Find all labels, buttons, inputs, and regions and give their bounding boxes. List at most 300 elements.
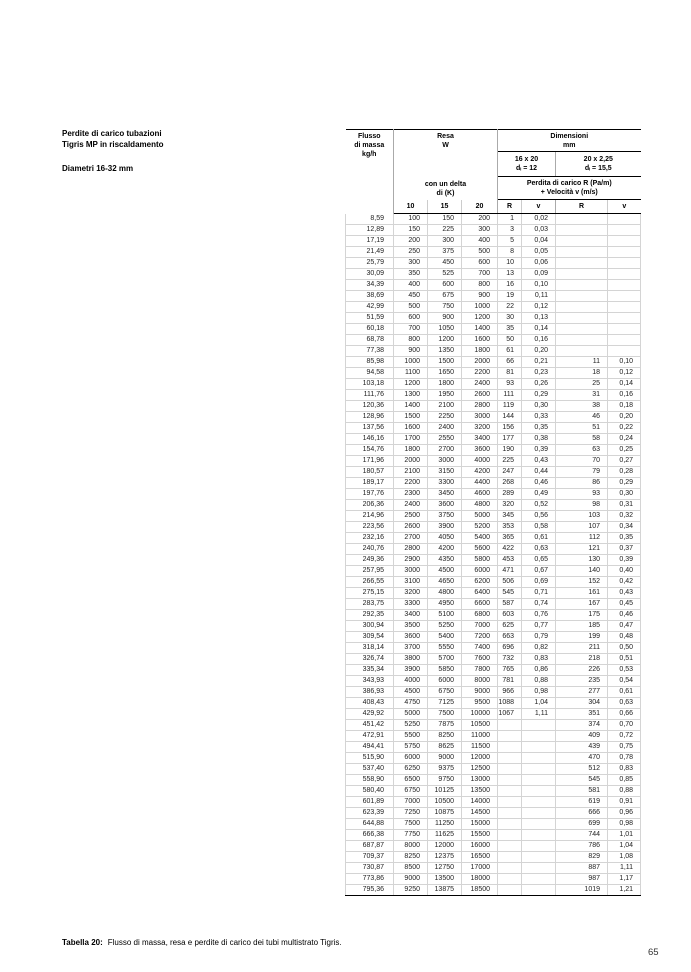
cell-r-16x20 [498,819,522,830]
cell-r-20x225: 786 [556,841,608,852]
cell-r-16x20: 422 [498,544,522,555]
cell-resa-10: 800 [394,335,428,346]
cell-resa-15: 1050 [428,324,462,335]
cell-resa-20: 4400 [462,478,498,489]
cell-v-16x20: 0,04 [522,236,556,247]
header-flusso-di-massa [346,130,394,214]
cell-v-16x20: 0,69 [522,577,556,588]
cell-v-20x225: 1,01 [608,830,641,841]
cell-r-20x225: 46 [556,412,608,423]
cell-flusso: 60,18 [346,324,394,335]
cell-v-16x20: 0,11 [522,291,556,302]
cell-flusso: 644,88 [346,819,394,830]
cell-r-16x20: 471 [498,566,522,577]
cell-r-20x225: 409 [556,731,608,742]
cell-resa-15: 2700 [428,445,462,456]
cell-resa-15: 525 [428,269,462,280]
cell-r-16x20: 1 [498,214,522,225]
cell-resa-10: 3100 [394,577,428,588]
page-title [62,128,164,150]
cell-v-16x20 [522,742,556,753]
cell-flusso: 795,36 [346,885,394,896]
cell-resa-10: 2800 [394,544,428,555]
cell-r-20x225: 31 [556,390,608,401]
cell-flusso: 326,74 [346,654,394,665]
cell-resa-10: 3900 [394,665,428,676]
cell-flusso: 292,35 [346,610,394,621]
cell-resa-15: 10875 [428,808,462,819]
cell-resa-15: 3450 [428,489,462,500]
cell-r-20x225: 98 [556,500,608,511]
cell-flusso: 283,75 [346,599,394,610]
cell-r-20x225: 79 [556,467,608,478]
cell-resa-20: 16500 [462,852,498,863]
cell-flusso: 146,16 [346,434,394,445]
table-row [346,852,641,863]
header-dimensioni-line1: Dimensioni [550,133,589,140]
cell-v-20x225: 0,24 [608,434,641,445]
cell-v-16x20 [522,753,556,764]
cell-v-20x225: 0,46 [608,610,641,621]
cell-resa-15: 1350 [428,346,462,357]
cell-resa-20: 7200 [462,632,498,643]
cell-v-20x225: 0,35 [608,533,641,544]
cell-flusso: 249,36 [346,555,394,566]
cell-resa-15: 4200 [428,544,462,555]
cell-v-16x20 [522,885,556,896]
cell-resa-15: 8250 [428,731,462,742]
cell-resa-15: 2250 [428,412,462,423]
header-resa-line2: W [442,142,449,149]
table-row [346,467,641,478]
cell-resa-10: 450 [394,291,428,302]
cell-resa-10: 1200 [394,379,428,390]
cell-v-16x20: 0,30 [522,401,556,412]
cell-r-20x225: 1019 [556,885,608,896]
cell-r-16x20: 10 [498,258,522,269]
table-row [346,599,641,610]
cell-r-20x225 [556,302,608,313]
cell-v-20x225: 0,72 [608,731,641,742]
cell-resa-15: 225 [428,225,462,236]
table-row [346,379,641,390]
header-delta [394,177,498,200]
cell-resa-15: 7875 [428,720,462,731]
cell-r-20x225: 175 [556,610,608,621]
cell-v-16x20: 0,71 [522,588,556,599]
cell-resa-10: 500 [394,302,428,313]
header-flusso-line2: di massa [354,142,385,149]
cell-v-20x225: 0,91 [608,797,641,808]
cell-resa-10: 6000 [394,753,428,764]
cell-resa-10: 4500 [394,687,428,698]
cell-r-20x225: 161 [556,588,608,599]
table-row [346,247,641,258]
cell-v-20x225: 0,70 [608,720,641,731]
cell-resa-15: 5250 [428,621,462,632]
table-row [346,841,641,852]
cell-flusso: 77,38 [346,346,394,357]
header-perdita-line1: Perdita di carico R (Pa/m) [526,180,612,187]
cell-v-20x225: 0,29 [608,478,641,489]
cell-resa-10: 2900 [394,555,428,566]
cell-resa-15: 6750 [428,687,462,698]
cell-v-16x20: 0,63 [522,544,556,555]
cell-flusso: 128,96 [346,412,394,423]
cell-v-20x225 [608,291,641,302]
header-v-20x225: v [608,200,641,214]
cell-resa-15: 1800 [428,379,462,390]
cell-r-16x20: 16 [498,280,522,291]
cell-flusso: 232,16 [346,533,394,544]
cell-v-16x20: 0,09 [522,269,556,280]
cell-v-16x20 [522,863,556,874]
cell-v-16x20: 0,39 [522,445,556,456]
cell-resa-20: 500 [462,247,498,258]
table-row [346,423,641,434]
cell-resa-10: 8500 [394,863,428,874]
cell-r-16x20: 111 [498,390,522,401]
cell-v-16x20: 0,79 [522,632,556,643]
cell-r-16x20: 30 [498,313,522,324]
cell-resa-15: 1950 [428,390,462,401]
cell-v-20x225: 0,25 [608,445,641,456]
cell-resa-10: 1600 [394,423,428,434]
cell-v-20x225: 0,32 [608,511,641,522]
cell-resa-10: 9250 [394,885,428,896]
cell-resa-15: 4950 [428,599,462,610]
cell-resa-20: 2200 [462,368,498,379]
cell-resa-15: 3750 [428,511,462,522]
cell-v-16x20 [522,786,556,797]
cell-resa-20: 15500 [462,830,498,841]
cell-v-20x225: 0,63 [608,698,641,709]
table-header [346,130,641,214]
cell-flusso: 773,86 [346,874,394,885]
cell-resa-20: 6200 [462,577,498,588]
cell-resa-10: 350 [394,269,428,280]
cell-resa-15: 2400 [428,423,462,434]
cell-v-16x20: 0,56 [522,511,556,522]
cell-r-16x20: 1088 [498,698,522,709]
cell-v-20x225: 0,28 [608,467,641,478]
cell-r-16x20: 177 [498,434,522,445]
cell-v-16x20 [522,830,556,841]
cell-r-20x225: 152 [556,577,608,588]
cell-r-20x225: 829 [556,852,608,863]
cell-r-16x20: 663 [498,632,522,643]
cell-r-16x20 [498,720,522,731]
cell-v-20x225: 0,96 [608,808,641,819]
cell-flusso: 189,17 [346,478,394,489]
cell-resa-20: 13500 [462,786,498,797]
cell-r-20x225: 304 [556,698,608,709]
page-title-line1: Perdite di carico tubazioni [62,129,162,138]
cell-flusso: 25,79 [346,258,394,269]
cell-resa-10: 3600 [394,632,428,643]
cell-resa-20: 17000 [462,863,498,874]
table-caption-text: Flusso di massa, resa e perdite di carico dei tubi multistrato Tigris. [107,938,342,947]
cell-resa-10: 7250 [394,808,428,819]
table-row [346,720,641,731]
cell-resa-20: 1800 [462,346,498,357]
cell-v-16x20 [522,775,556,786]
cell-v-20x225: 0,43 [608,588,641,599]
cell-r-20x225 [556,346,608,357]
cell-flusso: 451,42 [346,720,394,731]
cell-r-16x20: 345 [498,511,522,522]
cell-r-16x20 [498,742,522,753]
cell-resa-20: 400 [462,236,498,247]
cell-resa-10: 1400 [394,401,428,412]
cell-resa-10: 5500 [394,731,428,742]
cell-v-16x20: 0,23 [522,368,556,379]
cell-r-16x20: 35 [498,324,522,335]
cell-resa-15: 5400 [428,632,462,643]
cell-resa-10: 1000 [394,357,428,368]
cell-flusso: 275,15 [346,588,394,599]
cell-resa-15: 1200 [428,335,462,346]
cell-r-20x225: 63 [556,445,608,456]
cell-resa-20: 5400 [462,533,498,544]
cell-v-16x20 [522,720,556,731]
cell-resa-15: 4650 [428,577,462,588]
cell-r-20x225: 581 [556,786,608,797]
cell-v-16x20: 0,74 [522,599,556,610]
cell-resa-20: 12500 [462,764,498,775]
cell-resa-10: 3000 [394,566,428,577]
cell-v-16x20: 0,98 [522,687,556,698]
cell-v-20x225 [608,214,641,225]
table-row [346,786,641,797]
table-row [346,643,641,654]
cell-resa-15: 12750 [428,863,462,874]
cell-resa-10: 3400 [394,610,428,621]
table-row [346,236,641,247]
header-v-16x20: v [522,200,556,214]
cell-flusso: 51,59 [346,313,394,324]
cell-resa-20: 7000 [462,621,498,632]
cell-v-20x225 [608,335,641,346]
cell-flusso: 68,78 [346,335,394,346]
table-row [346,698,641,709]
cell-v-20x225: 0,78 [608,753,641,764]
cell-r-20x225: 167 [556,599,608,610]
cell-flusso: 472,91 [346,731,394,742]
cell-resa-20: 300 [462,225,498,236]
cell-r-16x20: 765 [498,665,522,676]
cell-resa-10: 2400 [394,500,428,511]
cell-r-20x225: 699 [556,819,608,830]
header-dimensioni-line2: mm [563,142,576,149]
cell-v-16x20: 0,14 [522,324,556,335]
cell-flusso: 103,18 [346,379,394,390]
cell-resa-15: 4500 [428,566,462,577]
cell-v-20x225: 0,50 [608,643,641,654]
cell-resa-15: 4800 [428,588,462,599]
table-row [346,313,641,324]
table-row [346,456,641,467]
cell-v-16x20: 0,20 [522,346,556,357]
cell-resa-15: 12000 [428,841,462,852]
cell-flusso: 180,57 [346,467,394,478]
table-row [346,522,641,533]
cell-resa-15: 750 [428,302,462,313]
cell-v-20x225: 0,75 [608,742,641,753]
cell-flusso: 8,59 [346,214,394,225]
cell-resa-10: 3500 [394,621,428,632]
cell-v-20x225: 0,54 [608,676,641,687]
cell-resa-15: 375 [428,247,462,258]
cell-resa-20: 2400 [462,379,498,390]
table-row [346,291,641,302]
cell-resa-20: 3000 [462,412,498,423]
cell-v-16x20: 1,11 [522,709,556,720]
cell-resa-10: 100 [394,214,428,225]
cell-flusso: 223,56 [346,522,394,533]
cell-r-16x20 [498,841,522,852]
cell-resa-15: 900 [428,313,462,324]
header-delta-15: 15 [428,200,462,214]
header-r-20x225: R [556,200,608,214]
table-row [346,280,641,291]
cell-r-20x225: 218 [556,654,608,665]
header-size-16x20-line1: 16 x 20 [514,156,539,163]
cell-r-20x225: 70 [556,456,608,467]
cell-resa-20: 6000 [462,566,498,577]
cell-v-20x225: 0,51 [608,654,641,665]
cell-flusso: 386,93 [346,687,394,698]
cell-r-16x20: 19 [498,291,522,302]
cell-v-20x225: 0,66 [608,709,641,720]
cell-v-20x225: 0,31 [608,500,641,511]
cell-r-16x20: 732 [498,654,522,665]
cell-v-20x225: 1,21 [608,885,641,896]
cell-r-20x225 [556,236,608,247]
cell-r-16x20: 1067 [498,709,522,720]
cell-resa-20: 600 [462,258,498,269]
cell-resa-10: 5750 [394,742,428,753]
cell-flusso: 257,95 [346,566,394,577]
cell-r-16x20: 453 [498,555,522,566]
cell-v-16x20: 0,02 [522,214,556,225]
cell-resa-10: 150 [394,225,428,236]
cell-r-16x20 [498,797,522,808]
cell-v-16x20: 0,65 [522,555,556,566]
cell-r-20x225 [556,258,608,269]
cell-resa-10: 4750 [394,698,428,709]
table-row [346,214,641,225]
header-resa [394,130,498,177]
cell-resa-20: 14000 [462,797,498,808]
cell-resa-10: 3800 [394,654,428,665]
cell-r-16x20 [498,808,522,819]
cell-r-20x225: 666 [556,808,608,819]
cell-r-16x20: 625 [498,621,522,632]
cell-v-16x20 [522,808,556,819]
cell-resa-15: 4050 [428,533,462,544]
cell-resa-20: 4200 [462,467,498,478]
cell-resa-15: 1650 [428,368,462,379]
cell-resa-15: 450 [428,258,462,269]
cell-r-16x20: 156 [498,423,522,434]
cell-resa-15: 3900 [428,522,462,533]
cell-resa-10: 400 [394,280,428,291]
cell-resa-10: 3200 [394,588,428,599]
table-row [346,665,641,676]
cell-flusso: 494,41 [346,742,394,753]
table-caption [62,938,342,947]
header-dimensioni [498,130,641,152]
cell-r-20x225: 512 [556,764,608,775]
cell-resa-10: 3300 [394,599,428,610]
cell-flusso: 343,93 [346,676,394,687]
cell-resa-10: 2500 [394,511,428,522]
cell-r-16x20: 781 [498,676,522,687]
cell-v-20x225: 0,48 [608,632,641,643]
cell-flusso: 111,76 [346,390,394,401]
cell-resa-20: 2000 [462,357,498,368]
table-row [346,390,641,401]
cell-v-16x20: 0,05 [522,247,556,258]
cell-flusso: 42,99 [346,302,394,313]
cell-resa-20: 18500 [462,885,498,896]
cell-v-20x225 [608,247,641,258]
cell-v-20x225 [608,225,641,236]
cell-v-20x225: 0,88 [608,786,641,797]
cell-resa-15: 11625 [428,830,462,841]
cell-r-16x20 [498,852,522,863]
table-row [346,874,641,885]
cell-flusso: 171,96 [346,456,394,467]
cell-r-20x225: 744 [556,830,608,841]
cell-resa-15: 675 [428,291,462,302]
cell-resa-10: 9000 [394,874,428,885]
cell-r-20x225: 351 [556,709,608,720]
cell-v-16x20: 0,83 [522,654,556,665]
cell-flusso: 623,39 [346,808,394,819]
cell-r-16x20: 8 [498,247,522,258]
cell-r-16x20: 13 [498,269,522,280]
table-row [346,500,641,511]
table-row [346,489,641,500]
table-row [346,269,641,280]
cell-resa-20: 4000 [462,456,498,467]
cell-r-20x225: 185 [556,621,608,632]
cell-flusso: 709,37 [346,852,394,863]
cell-r-20x225 [556,280,608,291]
cell-r-16x20: 81 [498,368,522,379]
cell-resa-10: 4000 [394,676,428,687]
cell-flusso: 85,98 [346,357,394,368]
cell-resa-15: 600 [428,280,462,291]
cell-resa-20: 11000 [462,731,498,742]
cell-v-20x225: 0,30 [608,489,641,500]
cell-r-20x225: 235 [556,676,608,687]
cell-resa-15: 5100 [428,610,462,621]
cell-resa-15: 10125 [428,786,462,797]
cell-flusso: 120,36 [346,401,394,412]
cell-v-16x20: 0,03 [522,225,556,236]
table-row [346,709,641,720]
cell-resa-20: 2600 [462,390,498,401]
header-delta-line1: con un delta [424,180,467,188]
cell-resa-15: 3300 [428,478,462,489]
cell-resa-15: 2100 [428,401,462,412]
table-row [346,797,641,808]
cell-r-16x20 [498,885,522,896]
cell-r-16x20: 50 [498,335,522,346]
